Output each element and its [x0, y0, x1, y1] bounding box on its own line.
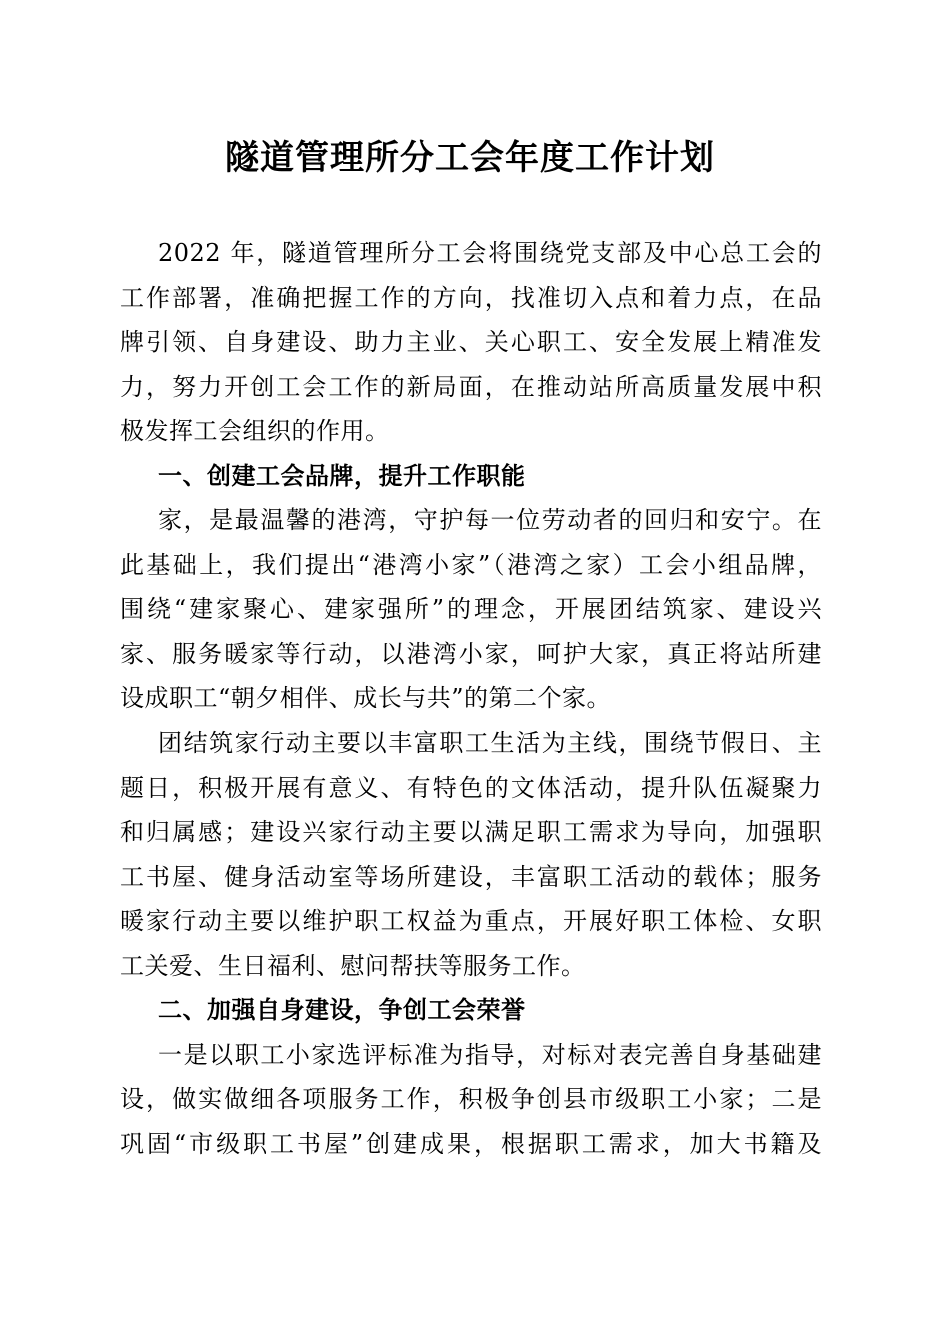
paragraph-line: 巩固“市级职工书屋”创建成果，根据职工需求，加大书籍及	[120, 1129, 822, 1158]
paragraph-line: 工关爱、生日福利、慰问帮扶等服务工作。	[120, 951, 586, 980]
intro-paragraph	[120, 231, 822, 454]
paragraph-line: 力，努力开创工会工作的新局面，在推动站所高质量发展中积	[120, 372, 822, 401]
paragraph-line: 题日，积极开展有意义、有特色的文体活动，提升队伍凝聚力	[120, 773, 822, 802]
self-building-paragraph	[120, 1033, 822, 1167]
section-heading-2	[120, 988, 822, 1033]
brand-paragraph	[120, 498, 822, 721]
paragraph-line: 围绕“建家聚心、建家强所”的理念，开展团结筑家、建设兴	[120, 595, 822, 624]
paragraph-line: 此基础上，我们提出“港湾小家”（港湾之家）工会小组品牌，	[120, 550, 822, 579]
paragraph-line: 极发挥工会组织的作用。	[120, 417, 390, 446]
section-heading: 二、加强自身建设，争创工会荣誉	[158, 996, 526, 1025]
paragraph-line: 牌引领、自身建设、助力主业、关心职工、安全发展上精准发	[120, 328, 822, 357]
paragraph-line: 2022 年，隧道管理所分工会将围绕党支部及中心总工会的	[158, 239, 822, 267]
paragraph-line: 团结筑家行动主要以丰富职工生活为主线，围绕节假日、主	[158, 729, 822, 758]
paragraph-line: 暖家行动主要以维护职工权益为重点，开展好职工体检、女职	[120, 907, 822, 936]
paragraph-line: 工作部署，准确把握工作的方向，找准切入点和着力点，在品	[120, 283, 822, 312]
document-body	[120, 231, 822, 1166]
paragraph-line: 设成职工“朝夕相伴、成长与共”的第二个家。	[120, 684, 612, 713]
paragraph-line: 和归属感；建设兴家行动主要以满足职工需求为导向，加强职	[120, 818, 822, 847]
paragraph-line: 设，做实做细各项服务工作，积极争创县市级职工小家；二是	[120, 1085, 822, 1114]
paragraph-line: 工书屋、健身活动室等场所建设，丰富职工活动的载体；服务	[120, 862, 822, 891]
document-title: 隧道管理所分工会年度工作计划	[225, 138, 715, 178]
actions-paragraph	[120, 721, 822, 988]
section-heading-1	[120, 454, 822, 499]
paragraph-line: 一是以职工小家选评标准为指导，对标对表完善自身基础建	[158, 1040, 822, 1069]
paragraph-line: 家，是最温馨的港湾，守护每一位劳动者的回归和安宁。在	[158, 506, 822, 535]
section-heading: 一、创建工会品牌，提升工作职能	[158, 461, 526, 490]
paragraph-line: 家、服务暖家等行动，以港湾小家，呵护大家，真正将站所建	[120, 639, 822, 668]
